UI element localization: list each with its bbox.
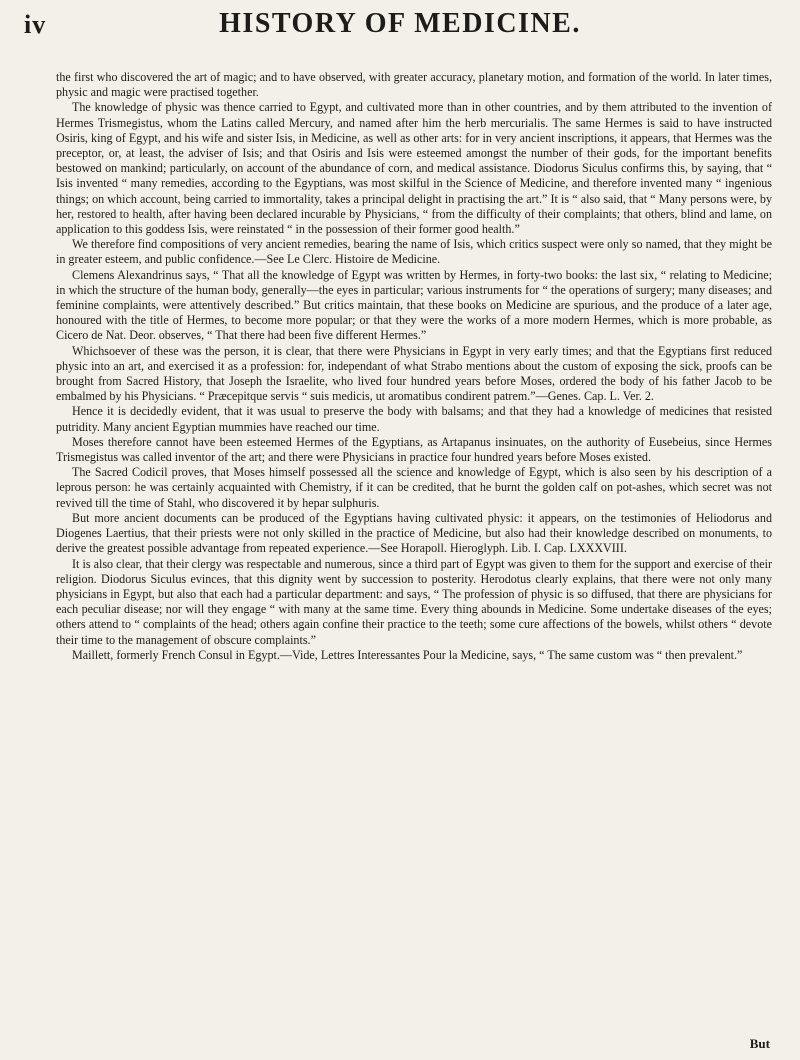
paragraph: But more ancient documents can be produced of the Egyptians having cultivated physic: it appears, on the testimonies of Heliodorus and Diogenes Laertius, that their priests were not only skilled in the practice of Medicine, but also had their knowledge described on monuments, to derive the greatest possible advantage from repeated experience.—See Horapoll. Hieroglyph. Lib. I. Cap. LXXXVIII. — [56, 510, 772, 556]
page-header — [0, 0, 800, 46]
catchword: But — [749, 1036, 770, 1051]
running-head: HISTORY OF MEDICINE. — [219, 8, 581, 39]
paragraph: Whichsoever of these was the person, it is clear, that there were Physicians in Egypt in very early times; and that the Egyptians first reduced physic into an art, and exercised it as a profession: for, independant of what Strabo mentions about the custom of exposing the sick, proofs can be brought from Sacred History, that Joseph the Israelite, who lived four hundred years before Moses, ordered the body of his father Jacob to be embalmed by his Physicians. “ Præcepitque servis “ suis medicis, ut aromatibus condirent patrem.”—Genes. Cap. L. Ver. 2. — [56, 343, 772, 404]
paragraph: Clemens Alexandrinus says, “ That all the knowledge of Egypt was written by Hermes, in forty-two books: the last six, “ relating to Medicine; in which the structure of the human body, generally—the eyes in particular; various instruments for “ the operations of surgery; many diseases; and feminine complaints, were attentively described.” But critics maintain, that these books on Medicine are spurious, and the produce of a later age, honoured with the title of Hermes, to become more popular; or that they were the works of a more modern Hermes, which is more probable, as Cicero de Nat. Deor. observes, “ That there had been five different Hermes.” — [56, 267, 772, 343]
paragraph: It is also clear, that their clergy was respectable and numerous, since a third part of Egypt was given to them for the support and exercise of their religion. Diodorus Siculus evinces, that this dignity went by succession to posterity. Herodotus clearly explains, that there were not only many physicians in Egypt, but also that each had a particular department: and says, “ The profession of physic is so diffused, that there are physicians for each peculiar disease; nor will they engage “ with many at the same time. Every thing abounds in Medicine. Some undertake diseases of the eyes; others attend to “ complaints of the head; others again confine their practice to the teeth; some cure affections of the bowels, whilst others “ devote their time to the management of obscure complaints.” — [56, 556, 772, 647]
paragraph: Maillett, formerly French Consul in Egypt.—Vide, Lettres Interessantes Pour la Medicine, says, “ The same custom was “ then prevalent.” — [72, 647, 743, 662]
body-text — [56, 70, 772, 663]
paragraph: We therefore find compositions of very ancient remedies, bearing the name of Isis, which critics suspect were only so named, that they might be in greater esteem, and public confidence.—See Le Clerc. Histoire de Medicine. — [56, 237, 772, 267]
paragraph: Hence it is decidedly evident, that it was usual to preserve the body with balsams; and that they had a knowledge of medicines that resisted putridity. Many ancient Egyptian mummies have reached our time. — [56, 404, 772, 434]
paragraph: The knowledge of physic was thence carried to Egypt, and cultivated more than in other countries, and by them attributed to the invention of Hermes Trismegistus, whom the Latins called Mercury, and named after him the herb mercurialis. The same Hermes is said to have instructed Osiris, king of Egypt, and his wife and sister Isis, in Medicine, as well as other arts: for in very ancient inscriptions, it appears, that Hermes was the preceptor, or, at least, the adviser of Isis; and that Osiris and Isis were esteemed amongst the number of their gods, for the important benefits bestowed on mankind; particularly, on account of the abundance of corn, and medical assistance. Diodorus Siculus confirms this, by saying, that “ Isis invented “ many remedies, according to the Egyptians, was most skilful in the Science of Medicine, and therefore invented many “ ingenious things; on which account, being carried to immortality, takes a principal delight in practising the art.” It is “ also said, that “ Many persons were, by her, restored to health, after having been declared incurable by Physicians, “ from the difficulty of their complaints; that others, blind and lame, on application to this goddess Isis, were reinstated “ in the possession of their former good health.” — [56, 100, 772, 237]
paragraph: The Sacred Codicil proves, that Moses himself possessed all the science and knowledge of Egypt, which is also seen by his description of a leprous person: he was certainly acquainted with Chemistry, if it can be credited, that he burnt the golden calf on pot-ashes, which secret was not revived till the time of Stahl, who discovered it by hepar sulphuris. — [56, 465, 772, 510]
paragraph: Moses therefore cannot have been esteemed Hermes of the Egyptians, as Artapanus insinuates, on the authority of Eusebeius, since Hermes Trismegistus was called inventor of the art; and there were Physicians in practice four hundred years before Moses existed. — [56, 434, 772, 465]
page-number: iv — [24, 10, 47, 39]
paragraph: the first who discovered the art of magic; and to have observed, with greater accuracy, planetary motion, and formation of the world. In later times, physic and magic were practised together. — [56, 70, 772, 100]
